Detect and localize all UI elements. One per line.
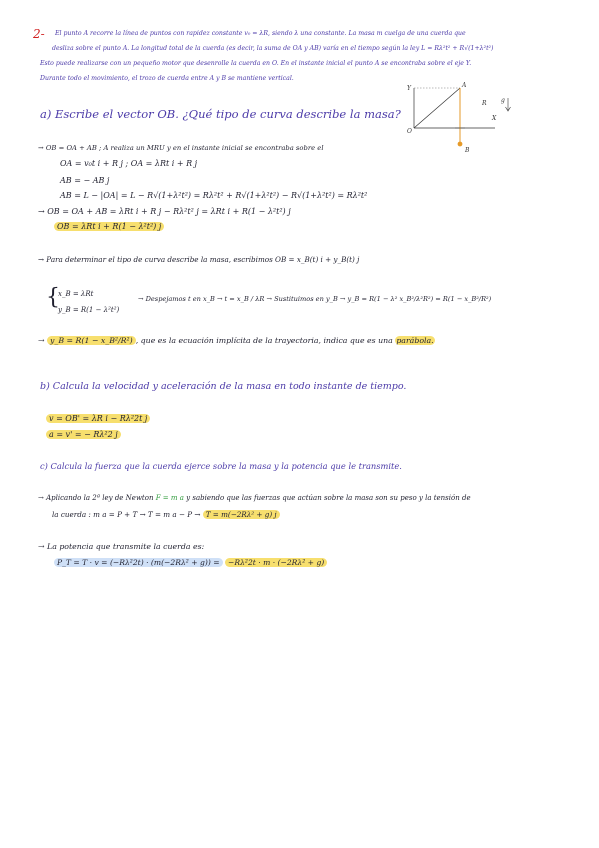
- newton-derivation: la cuerda : m a = P + T → T = m a − P →: [52, 510, 201, 519]
- curve-type-line: → Para determinar el tipo de curva describe la masa, escribimos OB = x_B(t) i + y_B(t) j: [38, 255, 360, 264]
- part-a-line-3: AB = − AB j: [60, 176, 110, 185]
- curve-name: parábola.: [396, 336, 434, 345]
- newton-rest: y sabiendo que las fuerzas que actúan sobre la masa son su peso y la tensión de: [186, 494, 471, 502]
- acceleration-highlight: a = v' = − Rλ²2 j: [46, 430, 121, 439]
- param-y: y_B = R(1 − λ²t²): [58, 306, 120, 314]
- part-a-heading: a) Escribe el vector OB. ¿Qué tipo de curva describe la masa?: [40, 107, 401, 121]
- part-b-heading: b) Calcula la velocidad y aceleración de la masa en todo instante de tiempo.: [40, 381, 407, 392]
- part-a-result: [54, 222, 164, 232]
- part-a-line-4: AB = L − |OA| = L − R√(1+λ²t²) = Rλ²t² + R√(1+λ²t²) − R√(1+λ²t²) = Rλ²t²: [60, 191, 368, 200]
- substitution-line: → Despejamos t en x_B → t = x_B / λR → Sustituimos en y_B → y_B = R(1 − λ² x_B²/λ²R²) = R(1 − x_B²/R²): [138, 295, 492, 303]
- power-line: [54, 558, 327, 568]
- newton-line-1: [38, 493, 471, 503]
- problem-number: 2-: [33, 27, 45, 41]
- figure-x-label: X: [492, 115, 497, 122]
- implicit-equation: y_B = R(1 − x_B²/R²): [47, 336, 136, 345]
- power-result-highlight: −Rλ²2t · m · (−2Rλ² + g): [225, 558, 327, 567]
- implicit-arrow: →: [38, 336, 48, 345]
- mass-b: [458, 142, 463, 147]
- velocity-highlight: v = OB' = λR i − Rλ²2t j: [46, 414, 150, 423]
- part-c-heading: c) Calcula la fuerza que la cuerda ejerce sobre la masa y la potencia que le transmite.: [40, 461, 402, 471]
- implicit-text: , que es la ecuación implícita de la trayectoria, indica que es una: [135, 336, 393, 345]
- figure-o-label: O: [407, 128, 412, 135]
- implicit-equation-line: [38, 336, 435, 346]
- part-a-line-5: → OB = OA + AB = λRt i + R j − Rλ²t² j = λRt i + R(1 − λ²t²) j: [38, 207, 291, 216]
- newton-line-2: [52, 510, 280, 520]
- statement-line-4: Durante todo el movimiento, el trozo de cuerda entre A y B se mantiene vertical.: [40, 75, 294, 82]
- system-brace: {: [46, 285, 60, 310]
- tension-highlight: T = m(−2Rλ² + g) j: [203, 510, 280, 519]
- power-intro: → La potencia que transmite la cuerda es:: [38, 542, 205, 551]
- part-a-line-1: → OB = OA + AB ; A realiza un MRU y en el instante inicial se encontraba sobre el: [38, 144, 324, 152]
- statement-line-1: El punto A recorre la línea de puntos con rapidez constante v₀ = λR, siendo λ una constante. La masa m cuelga de una cuerda que: [55, 30, 466, 37]
- power-symbol-highlight: P_T = T · v = (−Rλ²2t) · (m(−2Rλ² + g)) =: [54, 558, 223, 567]
- acceleration-line: [46, 430, 121, 440]
- figure-y-label: Y: [407, 85, 411, 92]
- part-a-result-highlight: OB = λRt i + R(1 − λ²t²) j: [54, 222, 164, 231]
- figure-b-label: B: [465, 147, 470, 154]
- param-x: x_B = λRt: [58, 290, 94, 298]
- statement-line-2: desliza sobre el punto A. La longitud total de la cuerda (es decir, la suma de OA y AB) varía en el tiempo según la ley L = Rλ²t² + R√(1+λ²t²): [52, 45, 494, 52]
- figure-g-label: g: [501, 97, 505, 104]
- newton-equation: F = m a: [155, 494, 184, 502]
- problem-diagram: [400, 80, 520, 160]
- velocity-line: [46, 414, 150, 424]
- cord-oa: [414, 88, 460, 128]
- figure-a-label: A: [462, 82, 467, 89]
- statement-line-3: Esto puede realizarse con un pequeño motor que desenrolle la cuerda en O. En el instante inicial el punto A se encontraba sobre el eje Y.: [40, 60, 472, 67]
- newton-intro: → Aplicando la 2ª ley de Newton: [38, 494, 154, 502]
- figure-r-label: R: [482, 100, 487, 107]
- part-a-line-2: OA = v₀t i + R j ; OA = λRt i + R j: [60, 159, 198, 168]
